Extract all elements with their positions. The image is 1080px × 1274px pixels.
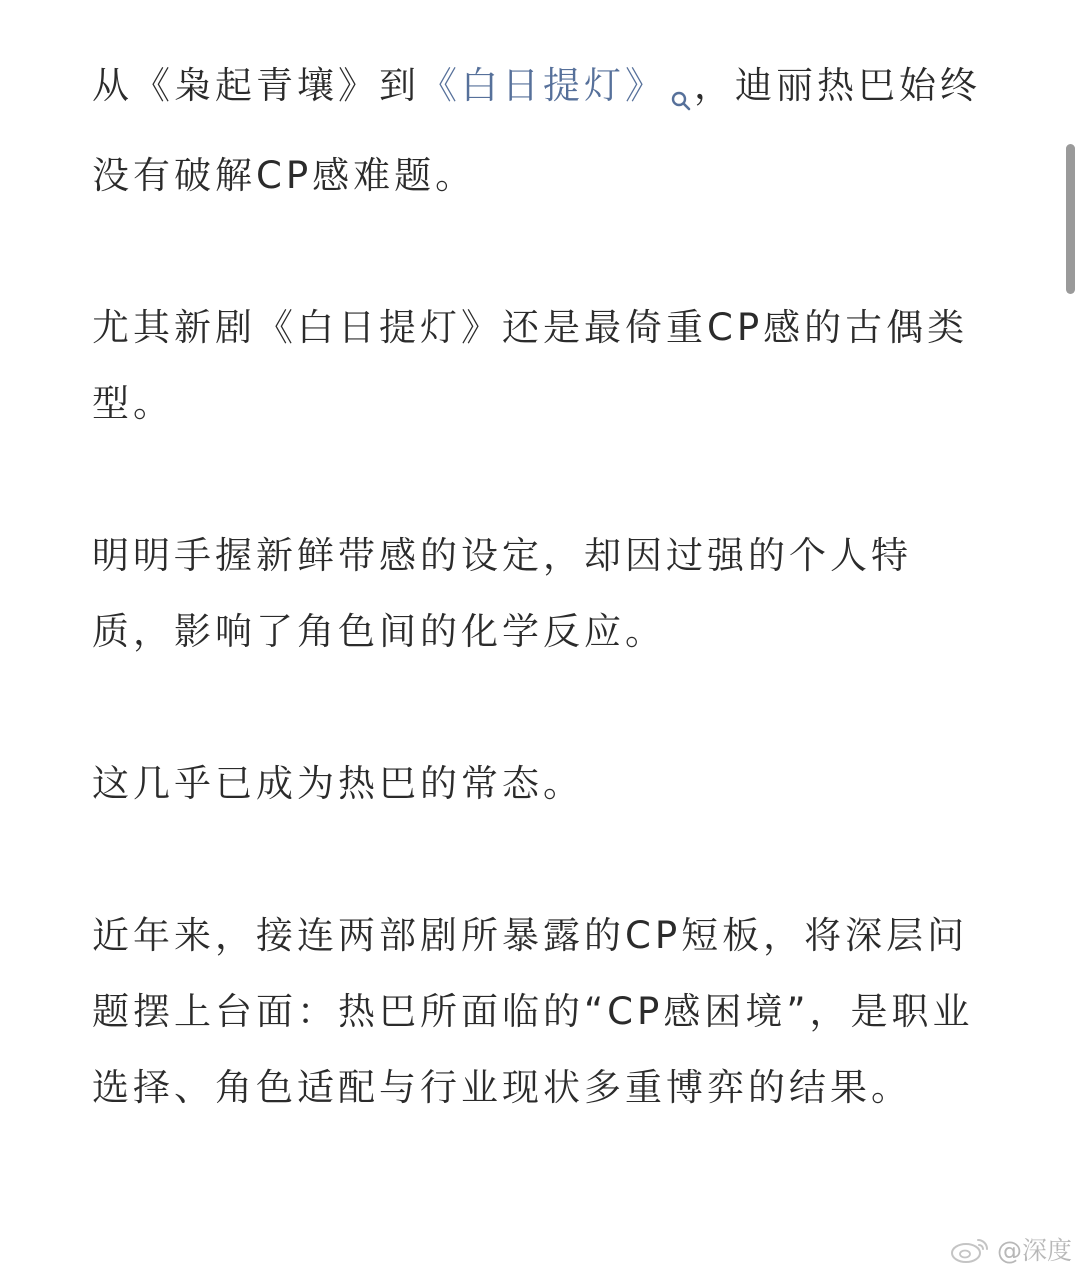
watermark-text: @深度 (996, 1236, 1072, 1265)
paragraph-1 (92, 48, 992, 214)
paragraph-2: 尤其新剧《白日提灯》还是最倚重CP感的古偶类型。 (92, 306, 969, 425)
paragraph-3: 明明手握新鲜带感的设定，却因过强的个人特质，影响了角色间的化学反应。 (92, 534, 912, 653)
paragraph-1-text-after: ，迪丽热巴始终没有破解CP感难题。 (92, 64, 981, 197)
weibo-watermark (949, 1232, 1072, 1266)
paragraph-5: 近年来，接连两部剧所暴露的CP短板，将深层问题摆上台面：热巴所面临的“CP感困境”，是职业选择、角色适配与行业现状多重博弈的结果。 (92, 914, 974, 1109)
scrollbar[interactable] (1066, 120, 1076, 1250)
weibo-logo-icon (949, 1234, 993, 1264)
article-body (92, 48, 992, 1126)
search-icon[interactable] (670, 62, 692, 138)
scrollbar-thumb[interactable] (1066, 144, 1075, 294)
paragraph-4: 这几乎已成为热巴的常态。 (92, 762, 584, 805)
paragraph-1-text-before: 从《枭起青壤》到 (92, 64, 420, 107)
drama-title-link[interactable]: 《白日提灯》 (420, 64, 666, 107)
